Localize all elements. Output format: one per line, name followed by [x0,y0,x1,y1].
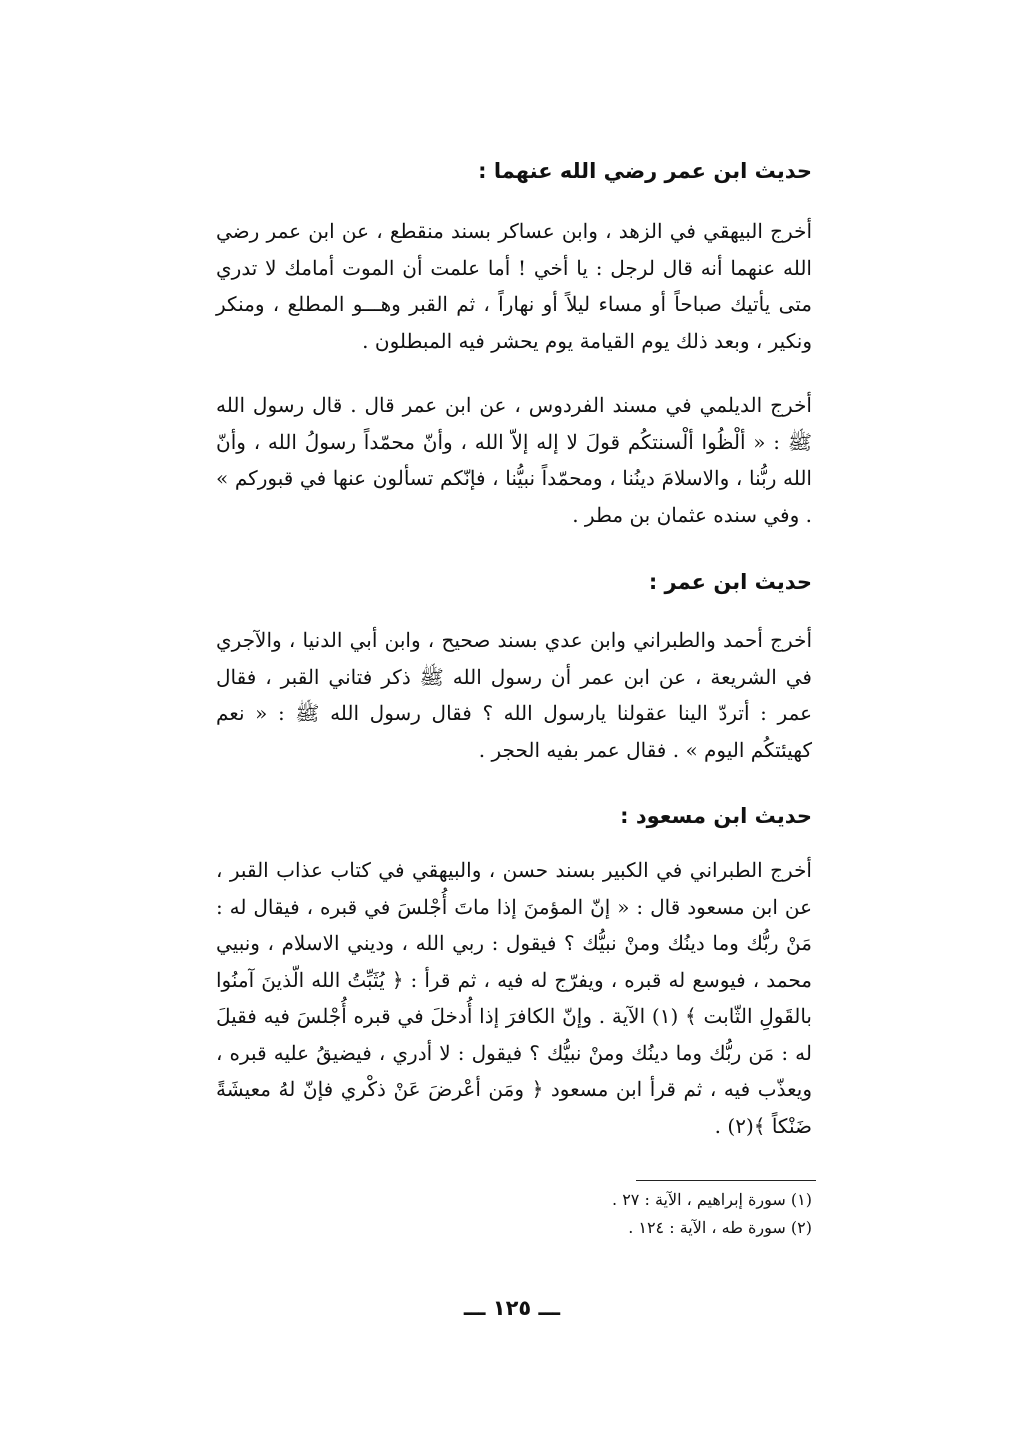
paragraph-tabarani-kabir: أخرج الطبراني في الكبير بسند حسن ، والبيهقي في كتاب عذاب القبر ، عن ابن مسعود قال : « إنّ المؤمنَ إذا ماتَ أُجْلسَ في قبره ، فيقال له : مَنْ ربُّك وما دينُك ومنْ نبيُّك ؟ فيقول : ربي الله ، وديني الاسلام ، ونبيي محمد ، فيوسع له قبره ، ويفرّج له فيه ، ثم قرأ : ﴿ يُثَبِّتُ الله الّذينَ آمنُوا بالقَولِ الثّابت ﴾ (١) الآية . وإنّ الكافرَ إذا أُدخلَ في قبره أُجْلسَ فيه فقيلَ له : مَن ربُّك وما دينُك ومنْ نبيُّك ؟ فيقول : لا أدري ، فيضيقُ عليه قبره ، ويعذّب فيه ، ثم قرأ ابن مسعود ﴿ ومَن أعْرضَ عَنْ ذكْري فإنّ لهُ معيشَةً ضَنْكاً ﴾(٢) . [216,858,812,1138]
paragraph-ahmad-tabarani: أخرج أحمد والطبراني وابن عدي بسند صحيح ، وابن أبي الدنيا ، والآجري في الشريعة ، عن ابن عمر أن رسول الله ﷺ ذكر فتاني القبر ، فقال عمر : أتردّ الينا عقولنا يارسول الله ؟ فقال رسول الله ﷺ : « نعم كهيئتكُم اليوم » . فقال عمر بفيه الحجر . [216,628,812,762]
paragraph-bayhaqi-zuhd: أخرج البيهقي في الزهد ، وابن عساكر بسند منقطع ، عن ابن عمر رضي الله عنهما أنه قال لرجل : يا أخي ! أما علمت أن الموت أمامك لا تدري متى يأتيك صباحاً أو مساء ليلاً أو نهاراً ، ثم القبر وهـــو المطلع ، ومنكر ونكير ، وبعد ذلك يوم القيامة يوم يحشر فيه المبطلون . [216,219,812,353]
paragraph-daylami-firdaws: أخرج الديلمي في مسند الفردوس ، عن ابن عمر قال . قال رسول الله ﷺ : « ألْظُوا ألْسنتكُم قولَ لا إله إلاّ الله ، وأنّ محمّداً رسولُ الله ، وأنّ الله ربُّنا ، والاسلامَ دينُنا ، ومحمّداً نبيُّنا ، فإنّكم تسألون عنها في قبوركم » . وفي سنده عثمان بن مطر . [216,393,812,527]
footnote-1: (١) سورة إبراهيم ، الآية : ٢٧ . [612,1190,812,1209]
section-heading-ibn-masud: حديث ابن مسعود : [620,804,812,828]
page-number: ـــ ١٢٥ ـــ [463,1296,561,1320]
section-heading-ibn-umar-2: حديث ابن عمر : [648,570,812,594]
footnote-divider [636,1180,816,1181]
section-heading-ibn-umar-1: حديث ابن عمر رضي الله عنهما : [478,159,812,183]
footnote-2: (٢) سورة طه ، الآية : ١٢٤ . [628,1218,812,1237]
